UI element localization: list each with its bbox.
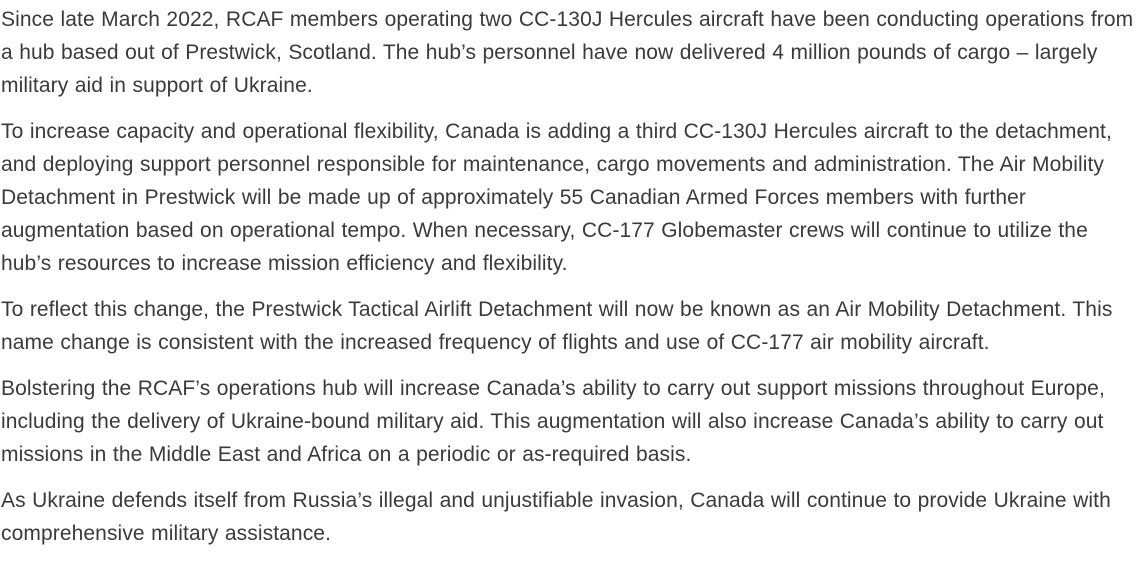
paragraph-name-change: To reflect this change, the Prestwick Tactical Airlift Detachment will now be known as an Air Mobility Detachment. This name change is consistent with the increased frequency of flights and use of CC-177 air mobility aircraft. [1,298,1113,354]
paragraph-hub-operations: Since late March 2022, RCAF members operating two CC-130J Hercules aircraft have been conducting operations from a hub based out of Prestwick, Scotland. The hub’s personnel have now delivered 4 million pounds of cargo – largely military aid in support of Ukraine. [1,8,1134,97]
paragraph-bolstering-hub: Bolstering the RCAF’s operations hub will increase Canada’s ability to carry out support missions throughout Europe, including the delivery of Ukraine-bound military aid. This augmentation will also increase Canada’s ability to carry out missions in the Middle East and Africa on a periodic or as-required basis. [1,377,1105,466]
paragraph-capacity-increase: To increase capacity and operational flexibility, Canada is adding a third CC-130J Hercules aircraft to the detachment, and deploying support personnel responsible for maintenance, cargo movements and administration. The Air Mobility Detachment in Prestwick will be made up of approximately 55 Canadian Armed Forces members with further augmentation based on operational tempo. When necessary, CC-177 Globemaster crews will continue to utilize the hub’s resources to increase mission efficiency and flexibility. [1,120,1112,275]
paragraph-continued-assistance: As Ukraine defends itself from Russia’s illegal and unjustifiable invasion, Canada will continue to provide Ukraine with comprehensive military assistance. [1,489,1111,545]
